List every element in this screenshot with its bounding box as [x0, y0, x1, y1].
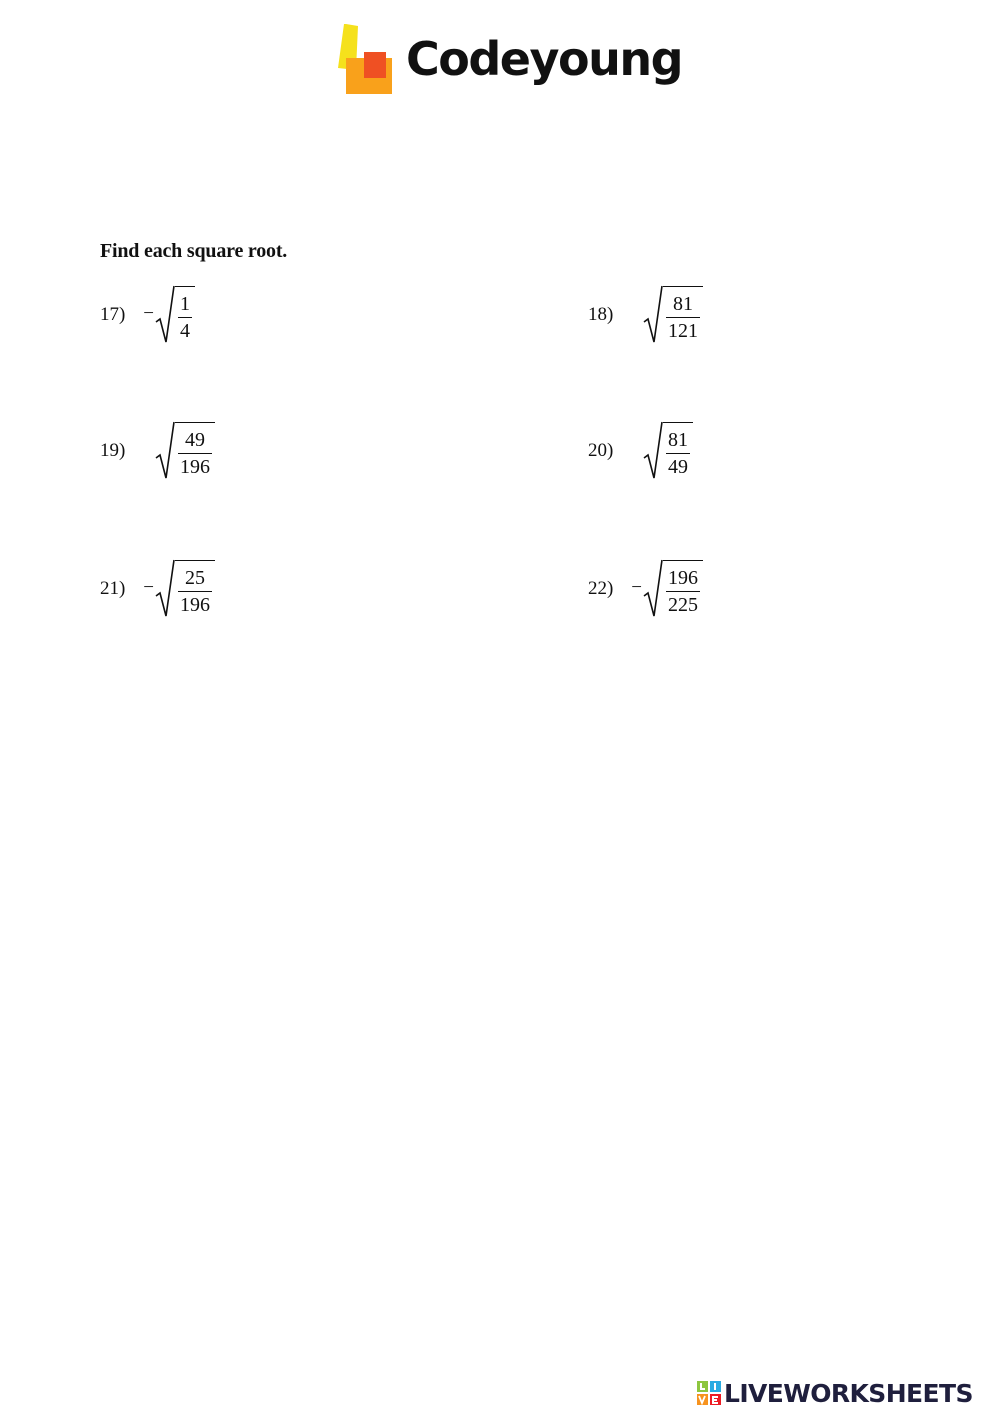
fraction-numerator: 81 [673, 293, 693, 315]
problem-21 [100, 556, 215, 622]
fraction-numerator: 25 [185, 567, 205, 589]
liveworksheets-logo [697, 1378, 973, 1408]
fraction [178, 294, 192, 341]
square-root-expression [155, 284, 195, 346]
radical-sign-icon [643, 558, 663, 620]
radical-sign-icon [155, 284, 175, 346]
logo-red-block [364, 52, 386, 78]
liveworksheets-logo-icon [697, 1381, 721, 1405]
problem-number: 19) [100, 440, 126, 461]
radical-sign-icon [643, 420, 663, 482]
fraction [666, 294, 700, 341]
fraction [666, 430, 690, 477]
square-root-expression [155, 420, 215, 482]
radical-sign-icon [155, 558, 175, 620]
fraction [666, 568, 700, 615]
fraction-denominator: 196 [180, 594, 210, 616]
radicand [175, 422, 215, 482]
fraction-denominator: 196 [180, 456, 210, 478]
fraction [178, 568, 212, 615]
problem-sign: − [143, 577, 154, 598]
square-root-expression [643, 420, 693, 482]
problem-18 [588, 282, 703, 348]
fraction-numerator: 1 [180, 293, 190, 315]
fraction [178, 430, 212, 477]
square-root-expression [643, 558, 703, 620]
problem-sign: − [143, 303, 154, 324]
problem-19 [100, 418, 215, 484]
problem-number: 22) [588, 578, 614, 599]
problem-number: 21) [100, 578, 126, 599]
fraction-numerator: 49 [185, 429, 205, 451]
liveworksheets-brand: LIVEWORKSHEETS [724, 1378, 973, 1408]
problem-sign: − [631, 577, 642, 598]
square-root-expression [155, 558, 215, 620]
fraction-denominator: 4 [180, 320, 190, 342]
radical-sign-icon [155, 420, 175, 482]
fraction-numerator: 196 [668, 567, 698, 589]
fraction-denominator: 225 [668, 594, 698, 616]
worksheet-instruction: Find each square root. [100, 240, 288, 262]
problem-20 [588, 418, 693, 484]
radicand [663, 560, 703, 620]
codeyoung-logo-icon [336, 22, 396, 98]
problem-number: 18) [588, 304, 614, 325]
radicand [175, 560, 215, 620]
problem-number: 20) [588, 440, 614, 461]
fraction-denominator: 49 [668, 456, 688, 478]
fraction-denominator: 121 [668, 320, 698, 342]
problem-22 [588, 556, 703, 622]
brand-name: Codeyoung [406, 32, 682, 86]
fraction-numerator: 81 [668, 429, 688, 451]
square-root-expression [643, 284, 703, 346]
radicand [663, 422, 693, 482]
radical-sign-icon [643, 284, 663, 346]
radicand [663, 286, 703, 346]
problem-number: 17) [100, 304, 126, 325]
problem-17 [100, 282, 195, 348]
radicand [175, 286, 195, 346]
codeyoung-logo [336, 22, 681, 106]
